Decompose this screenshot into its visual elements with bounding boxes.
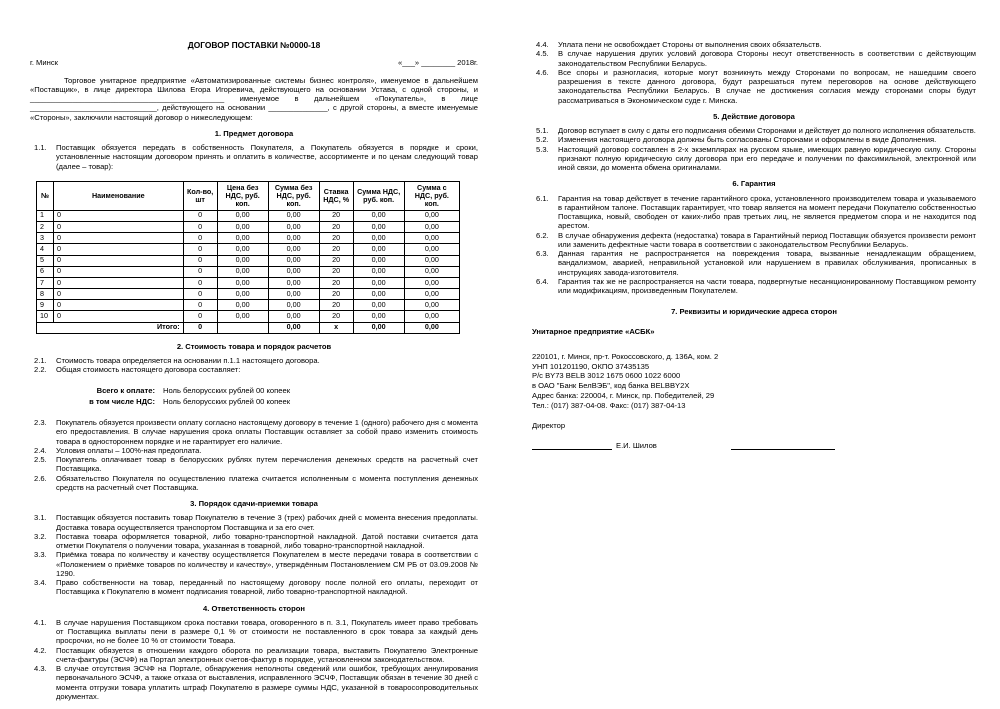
contract-date: «___» ________ 2018г. (398, 58, 478, 68)
table-row: 6 0 0 0,00 0,00 20 0,00 0,00 (37, 266, 460, 277)
clause-2-4: 2.4. Условия оплаты – 100%-ная предоплата. (34, 445, 202, 455)
goods-table (36, 181, 460, 334)
col-header-vat-sum: Сумма НДС, руб. коп. (353, 181, 404, 210)
clause-4-4: 4.4. Уплата пени не освобождает Стороны от выполнения своих обязательств. (536, 40, 822, 49)
clause-6-2: 6.2. В случае обнаружения дефекта (недостатка) товара в Гарантийный период Поставщик обязуется произвести ремонт или заменить дефектные части товара в соответствии с законодательством Республики Беларусь. (536, 230, 976, 249)
clause-2-6: 2.6. Обязательство Покупателя по осуществлению платежа считается исполненным с момента поступления денежных средств на расчетный счет Поставщика. (34, 473, 478, 492)
table-row: 4 0 0 0,00 0,00 20 0,00 0,00 (37, 244, 460, 255)
total-sum-no-vat: 0,00 (268, 322, 319, 333)
col-header-price: Цена без НДС, руб. коп. (217, 181, 268, 210)
supplier-company: Унитарное предприятие «АСБК» (532, 326, 655, 336)
clause-1-1: 1.1. Поставщик обязуется передать в собственность Покупателя, а Покупатель обязуется в порядке и сроки, установленные настоящим договором принять и оплатить в количестве, ассортименте и по ценам следующий товар (далее – товар): (34, 143, 478, 171)
total-payment-row: Всего к оплате: Ноль белорусских рублей 00 копеек (96, 385, 291, 395)
total-vat: 0,00 (353, 322, 404, 333)
vat-row: в том числе НДС: Ноль белорусских рублей 00 копеек (89, 396, 291, 406)
second-signature-blank (731, 441, 835, 450)
supplier-unp: УНП 101201190, ОКПО 37435135 (532, 361, 650, 371)
section-1-title: 1. Предмет договора (214, 128, 294, 138)
table-total-row (37, 322, 460, 333)
clause-6-3: 6.3. Данная гарантия не распространяется на повреждения товара, вызванные ненадлежащим обращением, вандализмом, аварией, неправильной установкой или нарушением в правилах обслуживания, прописанных в инструкциях завода-изготовителя. (536, 249, 976, 277)
supplier-account: Р/с BY73 BELB 3012 1675 0600 1022 6000 (532, 371, 681, 381)
signature-line (532, 441, 976, 450)
intro-paragraph: Торговое унитарное предприятие «Автоматизированные системы бизнес контроля», именуемое в дальнейшем «Поставщик», в лице директора Шилова Егора Игоревича, действующего на основании Устава, с одной стороны, и ______________________________________________ именуемое в дальнейшем «Покупатель», в лице ______________________________, действующего на основании ______________, с другой стороны, а вместе именуемые «Стороны», заключили настоящий договор о нижеследующем: (30, 75, 478, 122)
clause-2-1: 2.1. Стоимость товара определяется на основании п.1.1 настоящего договора. (34, 356, 320, 366)
col-header-sum-vat: Сумма с НДС, руб. коп. (404, 181, 459, 210)
table-row: 9 0 0 0,00 0,00 20 0,00 0,00 (37, 300, 460, 311)
total-label: Итого: (37, 322, 184, 333)
section-6-title: 6. Гарантия (732, 179, 776, 189)
col-header-sum-no-vat: Сумма без НДС, руб. коп. (268, 181, 319, 210)
table-row: 10 0 0 0,00 0,00 20 0,00 0,00 (37, 311, 460, 322)
clause-4-5: 4.5. В случае нарушения других условий договора Стороны несут ответственность в соответствии с действующим законодательством Республики Беларусь. (536, 49, 976, 68)
clause-3-3: 3.3. Приёмка товара по количеству и качеству осуществляется Покупателем в месте передачи товара в соответствии с «Положением о приёмке товаров по количеству и качеству», утверждённым Постановлением СМ РБ от 03.09.2008 № 1290. (34, 550, 478, 578)
clause-5-2: 5.2. Изменения настоящего договора должны быть согласованы Сторонами и оформлены в виде Дополнения. (536, 135, 937, 145)
table-row: 3 0 0 0,00 0,00 20 0,00 0,00 (37, 233, 460, 244)
clause-5-3: 5.3. Настоящий договор составлен в 2-х экземплярах на русском языке, имеющих равную юридическую силу. Стороны признают полную юридическую силу договора при его передаче и получении по факсимильной, электронной или иной связи, до момента обмена оригиналами. (536, 144, 976, 172)
total-rate: x (319, 322, 353, 333)
clause-6-4: 6.4. Гарантия так же не распространяется на части товара, подвергнутые несанкционированному Поставщиком ремонту или модификациям, произведенным Покупателем. (536, 276, 976, 295)
clause-3-4: 3.4. Право собственности на товар, переданный по настоящему договору после полной его оплаты, переходит от Поставщика к Покупателю в момент подписания товарной, либо товарно-транспортной накладной. (34, 578, 478, 597)
section-3-title: 3. Порядок сдачи-приемки товара (190, 499, 318, 509)
total-sum-vat: 0,00 (404, 322, 459, 333)
clause-4-2: 4.2. Поставщик обязуется в отношении каждого оборота по реализации товара, выставить Покупателю Электронные счета-фактуры (ЭСЧФ) на Портал электронных счетов-фактур в порядке, установленном законодательством. (34, 645, 478, 664)
right-column (532, 40, 976, 450)
table-row: 2 0 0 0,00 0,00 20 0,00 0,00 (37, 221, 460, 232)
total-qty: 0 (183, 322, 217, 333)
clause-4-1: 4.1. В случае нарушения Поставщиком срока поставки товара, оговоренного в п. 3.1, Покупатель имеет право требовать от Поставщика выплаты пени в размере 0,1 % от стоимости не поставленного в срок товара за каждый день просрочки, но не более 10 % от стоимости Товара. (34, 617, 478, 646)
signer-name: Е.И. Шилов (616, 440, 657, 450)
section-7-title: 7. Реквизиты и юридические адреса сторон (671, 307, 837, 317)
col-header-qty: Кол-во, шт (183, 181, 217, 210)
document-title: ДОГОВОР ПОСТАВКИ №0000-18 (187, 40, 321, 50)
supplier-address: 220101, г. Минск, пр-т. Рокоссовского, д. 136А, ком. 2 (532, 351, 719, 361)
supplier-bank-address: Адрес банка: 220004, г. Минск, пр. Победителей, 29 (532, 391, 715, 401)
section-2-title: 2. Стоимость товара и порядок расчетов (176, 341, 332, 351)
clause-4-3: 4.3. В случае отсутствия ЭСЧФ на Портале, обнаружения неполноты сведений или ошибок, требующих аннулирования первоначального ЭСЧФ, а также отказа от выставления, исправленного ЭСЧФ, Поставщик обязан в течение 30 дней с момента отгрузки товара уплатить штраф Покупателю в размере суммы НДС, указанной в товаросопроводительных документах. (34, 664, 478, 701)
col-header-num: № (37, 181, 54, 210)
clause-5-1: 5.1. Договор вступает в силу с даты его подписания обеими Сторонами и действует до полного исполнения обязательств. (536, 126, 976, 135)
director-label: Директор (532, 420, 566, 430)
city: г. Минск (30, 58, 58, 68)
col-header-vat-rate: Ставка НДС, % (319, 181, 353, 210)
supplier-bank: в ОАО "Банк БелВЭБ", код банка BELBBY2X (532, 381, 690, 391)
section-4-title: 4. Ответственность сторон (203, 603, 305, 613)
table-row: 5 0 0 0,00 0,00 20 0,00 0,00 (37, 255, 460, 266)
left-column (30, 40, 478, 701)
clause-2-3: 2.3. Покупатель обязуется произвести оплату согласно настоящему договору в течение 1 (одного) рабочего дня с момента его предоставления. В случае нарушения срока оплаты Поставщик оставляет за собой право изменить стоимость товара в одностороннем порядке и не гарантирует его наличие. (34, 418, 478, 446)
clause-2-2: 2.2. Общая стоимость настоящего договора составляет: (34, 365, 241, 375)
city-date-line (30, 58, 478, 67)
table-row: 1 0 0 0,00 0,00 20 0,00 0,00 (37, 210, 460, 221)
clause-3-1: 3.1. Поставщик обязуется поставить товар Покупателю в течение 3 (трех) рабочих дней с момента внесения предоплаты. Доставка товара осуществляется транспортом Поставщика и за его счет. (34, 513, 478, 532)
table-row: 8 0 0 0,00 0,00 20 0,00 0,00 (37, 289, 460, 300)
table-header-row (37, 181, 460, 210)
clause-6-1: 6.1. Гарантия на товар действует в течение гарантийного срока, установленного производителем товара и указываемого в гарантийном талоне. Поставщик гарантирует, что товар является на момент передачи Покупателю собственностью Поставщика, новый, свободен от каких-либо прав третьих лиц, не является предметом спора и не находится под арестом. (536, 193, 976, 231)
table-row: 7 0 0 0,00 0,00 20 0,00 0,00 (37, 277, 460, 288)
supplier-phone: Тел.: (017) 387-04-08. Факс: (017) 387-04-13 (532, 401, 686, 411)
col-header-name: Наименование (54, 181, 184, 210)
clause-3-2: 3.2. Поставка товара оформляется товарной, либо товарно-транспортной накладной. Датой поставки считается дата отметки Покупателя о получении товара, указанная в товарной, либо товарно-транспортной накладной. (34, 531, 478, 551)
clause-2-5: 2.5. Покупатель оплачивает товар в белорусских рублях путем перечисления денежных средств на расчетный счет Поставщика. (34, 455, 478, 474)
section-5-title: 5. Действие договора (713, 111, 795, 121)
signature-blank (532, 441, 612, 450)
clause-4-6: 4.6. Все споры и разногласия, которые могут возникнуть между Сторонами по вопросам, не нашедшим своего разрешения в тексте данного договора, будут разрешаться путем переговоров на основе действующего законодательства Республики Беларусь. В случае не достижения согласия между сторонами споры будут рассматриваться в Экономическом суде г. Минска. (536, 67, 976, 105)
